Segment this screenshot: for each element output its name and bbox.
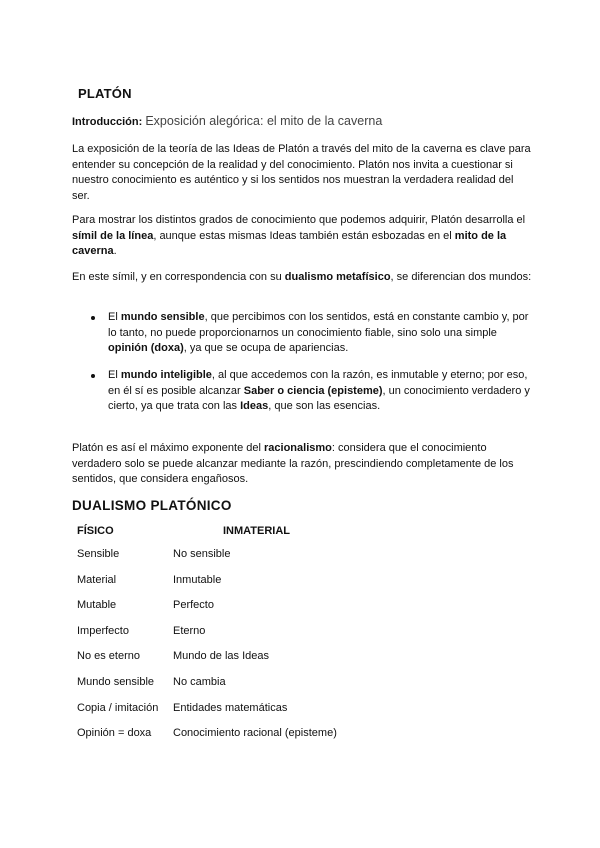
text-run: , ya que se ocupa de apariencias. bbox=[183, 342, 349, 354]
text-run: : considera que el conocimiento verdadero solo se puede alcanzar mediante la razón, prescindiendo completamente de los sentidos, que considera engañosos. bbox=[72, 442, 514, 485]
table-cell: Copia / imitación bbox=[77, 701, 159, 714]
worlds-list bbox=[72, 310, 532, 357]
table-row bbox=[72, 644, 483, 670]
text-run: Platón es así el máximo exponente del bbox=[72, 442, 265, 454]
table-cell: Conocimiento racional (episteme) bbox=[173, 727, 337, 740]
bold-term: símil de la línea bbox=[72, 229, 154, 242]
table-header-row bbox=[72, 522, 483, 542]
table-cell: Material bbox=[77, 573, 117, 586]
bold-term: racionalismo bbox=[264, 442, 332, 454]
table-row bbox=[72, 593, 483, 619]
bold-term: mundo sensible bbox=[120, 311, 205, 323]
bold-term: mito de la caverna bbox=[72, 229, 507, 257]
table-row bbox=[72, 670, 483, 696]
list-item bbox=[72, 310, 532, 357]
table-cell: No sensible bbox=[173, 548, 231, 561]
table-cell: Imperfecto bbox=[77, 624, 129, 637]
bold-term: opinión (doxa) bbox=[108, 342, 184, 354]
text-run: , aunque estas mismas Ideas también están esbozadas en el bbox=[153, 229, 455, 242]
table-cell: Entidades matemáticas bbox=[173, 701, 288, 714]
intro-heading bbox=[72, 114, 382, 131]
table-row bbox=[72, 696, 483, 722]
dualism-table bbox=[72, 522, 483, 747]
column-header-inmaterial: INMATERIAL bbox=[223, 525, 291, 538]
text-run: El bbox=[108, 369, 121, 381]
text-run: , que percibimos con los sentidos, está en constante cambio y, por lo tanto, no puede proporcionarnos un conocimiento fiable, sino solo una simple bbox=[108, 311, 529, 339]
table-cell: Opinión = doxa bbox=[77, 727, 152, 740]
table-row bbox=[72, 619, 483, 645]
text-run: , al que accedemos con la razón, es inmutable y eterno; por eso, en él sí es posible alcanzar bbox=[108, 369, 528, 397]
text-run: , se diferencian dos mundos: bbox=[390, 271, 532, 283]
table-row bbox=[72, 721, 483, 747]
table-cell: Sensible bbox=[77, 548, 120, 561]
paragraph-dualismo bbox=[72, 270, 532, 286]
paragraph-racionalismo bbox=[72, 441, 532, 488]
table-cell: Mutable bbox=[77, 599, 117, 612]
paragraph-intro: La exposición de la teoría de las Ideas de Platón a través del mito de la caverna es clave para entender su concepción de la realidad y del conocimiento. Platón nos invita a cuestionar si nuestro conocimiento es auténtico y si los sentidos nos muestran la verdadera realidad del ser. bbox=[72, 143, 531, 202]
table-row bbox=[72, 568, 483, 594]
table-cell: Inmutable bbox=[173, 573, 222, 586]
text-run: El bbox=[108, 311, 121, 323]
table-cell: Eterno bbox=[173, 624, 206, 637]
table-row bbox=[72, 542, 483, 568]
section-title: DUALISMO PLATÓNICO bbox=[72, 498, 232, 513]
bold-term: Ideas bbox=[240, 400, 269, 412]
table-cell: No es eterno bbox=[77, 650, 140, 663]
bold-term: Saber o ciencia (episteme) bbox=[243, 384, 383, 397]
page-title: PLATÓN bbox=[78, 86, 132, 101]
intro-subtitle: Exposición alegórica: el mito de la caverna bbox=[145, 114, 383, 128]
paragraph-simil bbox=[72, 213, 532, 260]
text-run: En este símil, y en correspondencia con su bbox=[72, 271, 285, 283]
text-run: , un conocimiento verdadero y cierto, ya que trata con las bbox=[108, 384, 530, 412]
table-cell: Perfecto bbox=[173, 599, 214, 612]
intro-label: Introducción: bbox=[72, 116, 143, 128]
table-cell: Mundo de las Ideas bbox=[173, 650, 270, 663]
text-run: . bbox=[113, 245, 117, 257]
text-run: Para mostrar los distintos grados de conocimiento que podemos adquirir, Platón desarrolla el bbox=[72, 214, 526, 226]
column-header-fisico: FÍSICO bbox=[77, 525, 114, 538]
bold-term: mundo inteligible bbox=[120, 369, 212, 381]
worlds-list-2 bbox=[72, 368, 532, 415]
table-cell: Mundo sensible bbox=[77, 676, 155, 689]
list-item bbox=[72, 368, 532, 415]
text-run: , que son las esencias. bbox=[268, 400, 381, 412]
table-cell: No cambia bbox=[173, 676, 226, 689]
bold-term: dualismo metafísico bbox=[284, 271, 391, 283]
